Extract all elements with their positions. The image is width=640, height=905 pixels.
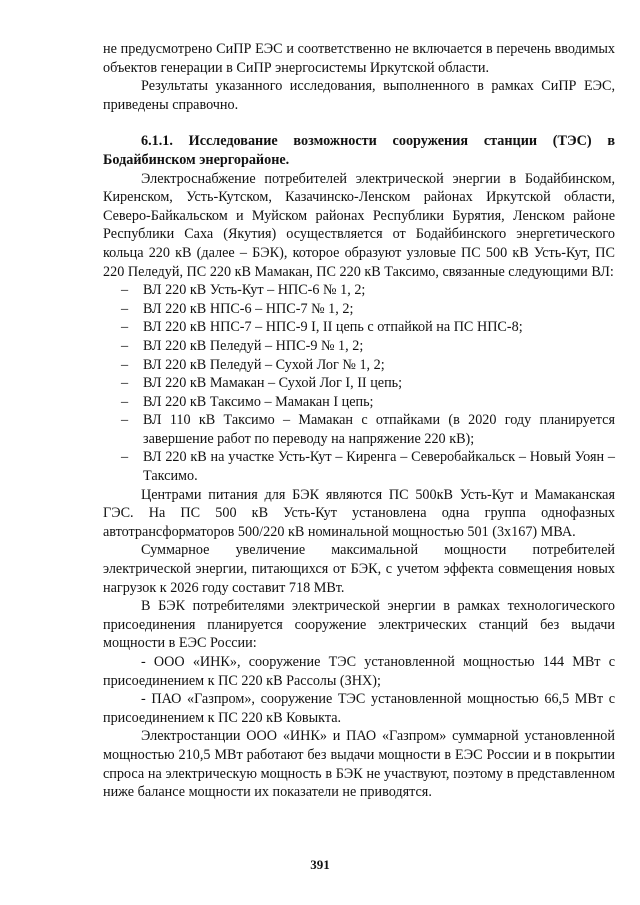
dash-marker: – [121, 282, 129, 299]
list-item-text: ВЛ 220 кВ НПС-6 – НПС-7 № 1, 2; [143, 300, 354, 317]
paragraph-power-supply: Электроснабжение потребителей электрической энергии в Бодайбинском, Киренском, Усть-Кутском, Казачинско-Ленском районах Иркутской области, Северо-Байкальском и Муйском районах Республики Бурятия, Ленском районе Республики Саха (Якутия) осуществляется от Бодайбинского энергетического кольца 220 кВ (далее – БЭК), которое образуют узловые ПС 500 кВ Усть-Кут, ПС 220 Пеледуй, ПС 220 кВ Мамакан, ПС 220 кВ Таксимо, связанные следующими ВЛ: [103, 170, 615, 280]
power-lines-list [103, 281, 615, 486]
paragraph-results-note: Результаты указанного исследования, выполненного в рамках СиПР ЕЭС, приведены справочно. [103, 78, 615, 113]
list-item [103, 337, 615, 356]
list-item [103, 300, 615, 319]
dash-marker: – [121, 337, 129, 354]
dash-marker: – [121, 412, 129, 429]
dash-marker: – [121, 319, 129, 336]
paragraph-conclusion: Электростанции ООО «ИНК» и ПАО «Газпром» суммарной установленной мощностью 210,5 МВт работают без выдачи мощности в ЕЭС России и в покрытии спроса на электрическую мощность в БЭК не участвуют, поэтому в представленном ниже балансе мощности их показатели не приводятся. [103, 728, 615, 801]
dash-marker: – [121, 300, 129, 317]
list-item-text: ВЛ 220 кВ Мамакан – Сухой Лог I, II цепь; [143, 375, 403, 392]
list-item [103, 356, 615, 375]
list-item-text: ВЛ 220 кВ НПС-7 – НПС-9 I, II цепь с отпайкой на ПС НПС-8; [143, 319, 523, 336]
list-item-text: ВЛ 220 кВ на участке Усть-Кут – Киренга – Северобайкальск – Новый Уоян – Таксимо. [143, 449, 615, 485]
list-item [103, 411, 615, 448]
dash-marker: – [121, 449, 129, 466]
paragraph-load-growth: Суммарное увеличение максимальной мощности потребителей электрической энергии, питающихся от БЭК, с учетом эффекта совмещения новых нагрузок к 2026 году составит 718 МВт. [103, 542, 615, 596]
list-item-text: ВЛ 220 кВ Пеледуй – НПС-9 № 1, 2; [143, 337, 364, 354]
dash-marker: – [121, 375, 129, 392]
page-number: 391 [310, 857, 330, 872]
section-heading: 6.1.1. Исследование возможности сооружения станции (ТЭС) в Бодайбинском энергорайоне. [103, 133, 615, 168]
list-item [103, 281, 615, 300]
org-item-gazprom: - ПАО «Газпром», сооружение ТЭС установленной мощностью 66,5 МВт с присоединением к ПС 220 кВ Ковыкта. [103, 691, 615, 726]
list-item [103, 393, 615, 412]
org-item-ink: - ООО «ИНК», сооружение ТЭС установленной мощностью 144 МВт с присоединением к ПС 220 кВ Рассолы (ЗНХ); [103, 654, 615, 689]
dash-marker: – [121, 356, 129, 373]
paragraph-planned-stations: В БЭК потребителями электрической энергии в рамках технологического присоединения планируется сооружение электрических станций без выдачи мощности в ЕЭС России: [103, 598, 615, 652]
list-item-text: ВЛ 220 кВ Пеледуй – Сухой Лог № 1, 2; [143, 356, 385, 373]
dash-marker: – [121, 393, 129, 410]
list-item-text: ВЛ 110 кВ Таксимо – Мамакан с отпайками (в 2020 году планируется завершение работ по переводу на напряжение 220 кВ); [143, 412, 615, 447]
list-item-text: ВЛ 220 кВ Усть-Кут – НПС-6 № 1, 2; [143, 282, 366, 299]
paragraph-intro-continued: не предусмотрено СиПР ЕЭС и соответственно не включается в перечень вводимых объектов генерации в СиПР энергосистемы Иркутской области. [103, 41, 615, 76]
paragraph-supply-centers: Центрами питания для БЭК являются ПС 500кВ Усть-Кут и Мамаканская ГЭС. На ПС 500 кВ Усть-Кут установлена одна группа однофазных автотрансформаторов 500/220 кВ номинальной мощностью 501 (3х167) МВА. [103, 486, 615, 540]
list-item [103, 448, 615, 485]
document-page [103, 40, 615, 802]
list-item [103, 374, 615, 393]
list-item [103, 318, 615, 337]
list-item-text: ВЛ 220 кВ Таксимо – Мамакан I цепь; [143, 393, 374, 410]
